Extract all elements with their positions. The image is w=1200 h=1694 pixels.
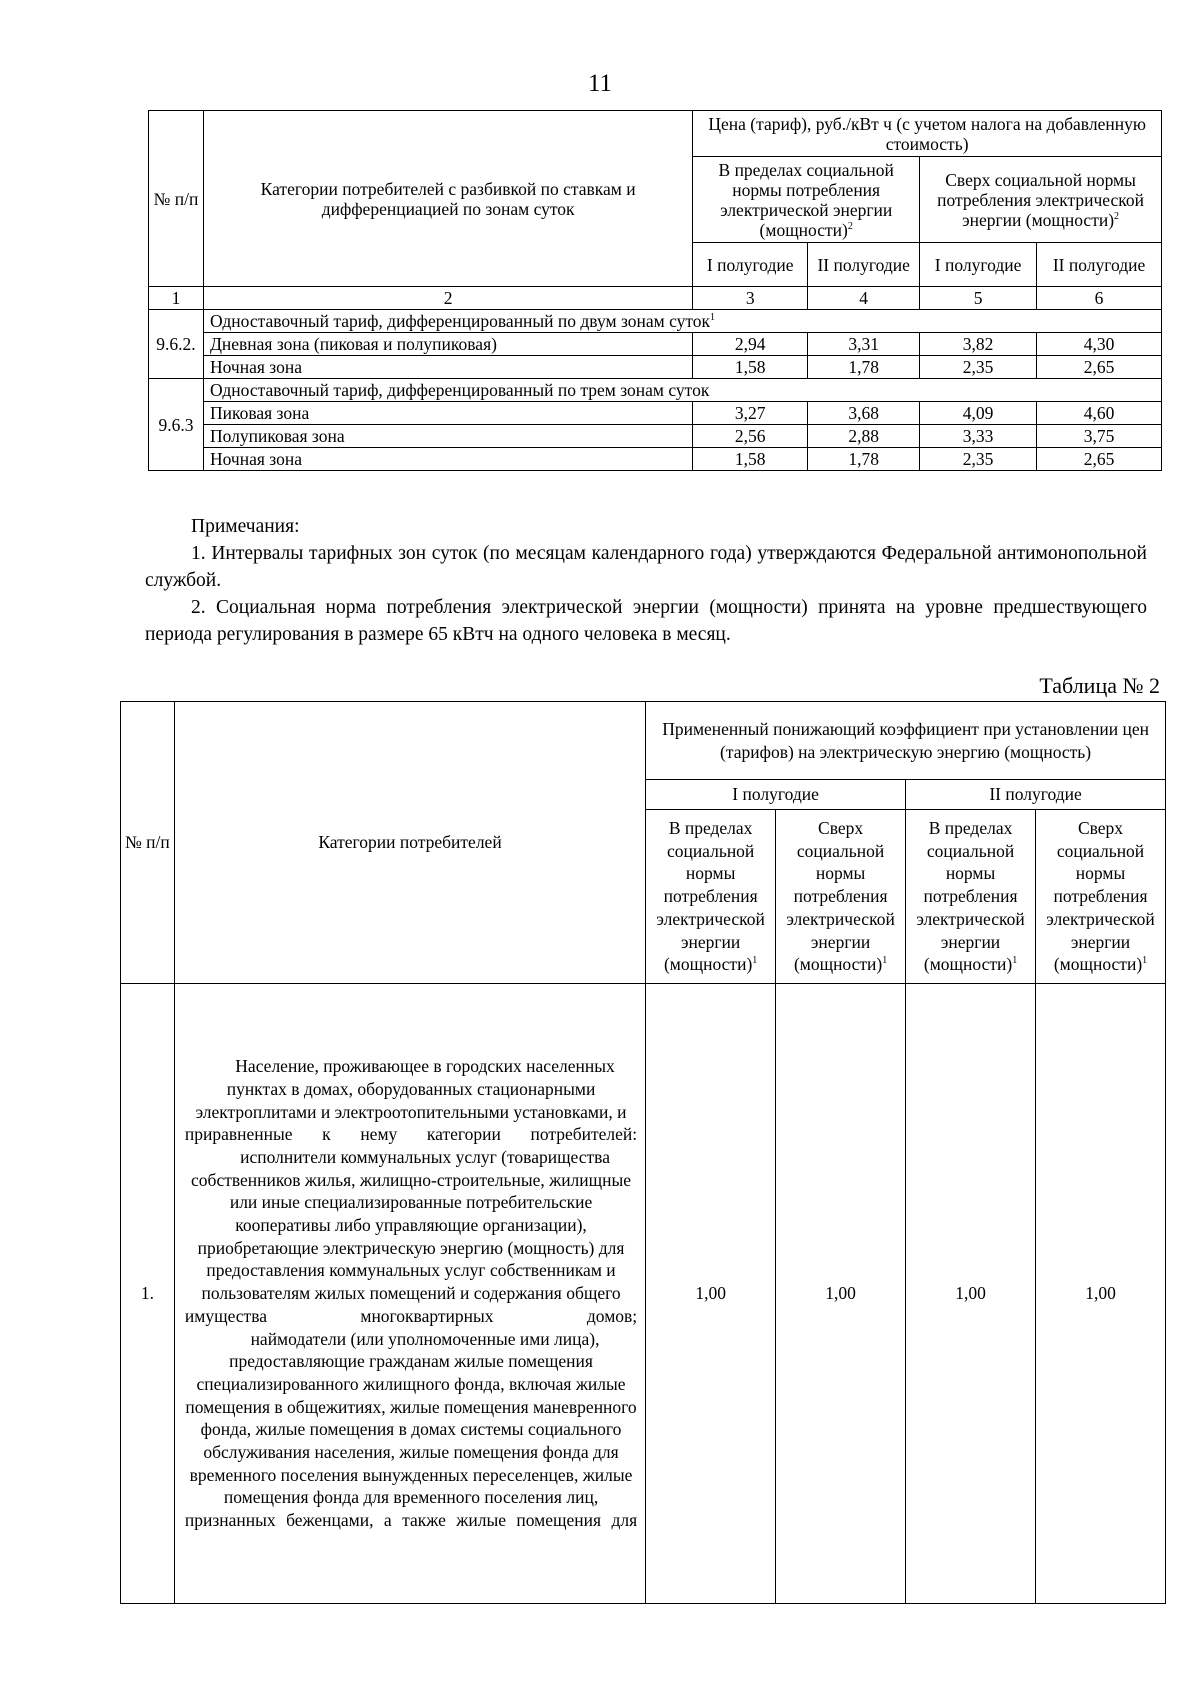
- price-cell: 3,82: [920, 333, 1037, 356]
- price-cell: 4,30: [1037, 333, 1162, 356]
- header-coefficient: Примененный понижающий коэффициент при установлении цен (тарифов) на электрическую энергию (мощность): [646, 702, 1166, 780]
- price-cell: 4,60: [1037, 402, 1162, 425]
- header-half1: I полугодие: [920, 243, 1037, 287]
- header-num: № п/п: [121, 702, 175, 984]
- price-cell: 2,35: [920, 356, 1037, 379]
- price-cell: 2,65: [1037, 356, 1162, 379]
- header-half2: II полугодие: [1037, 243, 1162, 287]
- header-price: Цена (тариф), руб./кВт ч (с учетом налога на добавленную стоимость): [693, 111, 1162, 157]
- coefficient-table: [120, 701, 1166, 1604]
- zone-name: Дневная зона (пиковая и полупиковая): [203, 333, 692, 356]
- category-paragraph: наймодатели (или уполномоченные ими лица), предоставляющие гражданам жилые помещения специализированного жилищного фонда, включая жилые помещения в общежитиях, жилые помещения маневренного фонда, жилые помещения в домах системы социального обслуживания населения, жилые помещения фонда для временного поселения вынужденных переселенцев, жилые помещения фонда для временного поселения лиц, признанных беженцами, а также жилые помещения для: [184, 1328, 638, 1531]
- price-cell: 2,35: [920, 448, 1037, 471]
- col-number: 4: [808, 287, 920, 310]
- price-cell: 2,94: [693, 333, 808, 356]
- header-half2: II полугодие: [906, 780, 1166, 810]
- category-paragraph: Население, проживающее в городских населенных пунктах в домах, оборудованных стационарными электроплитами и электроотопительными установками, и приравненные к нему категории потребителей:: [184, 1056, 638, 1145]
- group-title: Одноставочный тариф, дифференцированный по двум зонам суток$^1$: [203, 310, 1161, 333]
- zone-name: Ночная зона: [203, 448, 692, 471]
- header-num: № п/п: [149, 111, 204, 287]
- notes: [145, 513, 1147, 648]
- price-cell: 3,27: [693, 402, 808, 425]
- zone-name: Полупиковая зона: [203, 425, 692, 448]
- price-cell: 1,58: [693, 356, 808, 379]
- header-above-norm: Сверх социальной нормы потребления электрической энергии (мощности)$^2$: [920, 157, 1162, 243]
- price-cell: 3,31: [808, 333, 920, 356]
- price-cell: 4,09: [920, 402, 1037, 425]
- category-description: [174, 984, 645, 1604]
- header-above-norm: Сверх социальной нормы потребления электрической энергии (мощности)$^1$: [1036, 810, 1166, 984]
- price-cell: 2,56: [693, 425, 808, 448]
- coefficient-cell: 1,00: [906, 984, 1036, 1604]
- price-cell: 3,75: [1037, 425, 1162, 448]
- header-category: Категории потребителей: [174, 702, 645, 984]
- table-caption: Таблица № 2: [1039, 673, 1160, 698]
- header-half1: I полугодие: [646, 780, 906, 810]
- price-cell: 2,65: [1037, 448, 1162, 471]
- tariff-table: [148, 110, 1162, 471]
- note-2: 2. Социальная норма потребления электрической энергии (мощности) принята на уровне предшествующего периода регулирования в размере 65 кВтч на одного человека в месяц.: [145, 597, 1147, 645]
- row-number: 9.6.3: [149, 379, 204, 471]
- header-category: Категории потребителей с разбивкой по ставкам и дифференциацией по зонам суток: [203, 111, 692, 287]
- header-half1: I полугодие: [693, 243, 808, 287]
- header-half2: II полугодие: [808, 243, 920, 287]
- header-within-norm: В пределах социальной нормы потребления электрической энергии (мощности)$^2$: [693, 157, 920, 243]
- price-cell: 3,33: [920, 425, 1037, 448]
- row-number: 9.6.2.: [149, 310, 204, 379]
- price-cell: 3,68: [808, 402, 920, 425]
- price-cell: 1,78: [808, 356, 920, 379]
- group-title: Одноставочный тариф, дифференцированный по трем зонам суток: [203, 379, 1161, 402]
- row-number: 1.: [121, 984, 175, 1604]
- zone-name: Пиковая зона: [203, 402, 692, 425]
- header-above-norm: Сверх социальной нормы потребления электрической энергии (мощности)$^1$: [776, 810, 906, 984]
- coefficient-cell: 1,00: [646, 984, 776, 1604]
- header-within-norm: В пределах социальной нормы потребления электрической энергии (мощности)$^1$: [646, 810, 776, 984]
- col-number: 5: [920, 287, 1037, 310]
- col-number: 6: [1037, 287, 1162, 310]
- page-number: 11: [587, 70, 613, 97]
- price-cell: 1,78: [808, 448, 920, 471]
- coefficient-cell: 1,00: [776, 984, 906, 1604]
- category-paragraph: исполнители коммунальных услуг (товарищества собственников жилья, жилищно-строительные, жилищные или иные специализированные потребительские кооперативы либо управляющие организации), приобретающие электрическую энергию (мощность) для предоставления коммунальных услуг собственникам и пользователям жилых помещений и содержания общего имущества многоквартирных домов;: [184, 1146, 638, 1326]
- col-number: 3: [693, 287, 808, 310]
- notes-heading: Примечания:: [191, 516, 300, 537]
- col-number: 1: [149, 287, 204, 310]
- zone-name: Ночная зона: [203, 356, 692, 379]
- col-number: 2: [203, 287, 692, 310]
- price-cell: 1,58: [693, 448, 808, 471]
- header-within-norm: В пределах социальной нормы потребления электрической энергии (мощности)$^1$: [906, 810, 1036, 984]
- note-1: 1. Интервалы тарифных зон суток (по месяцам календарного года) утверждаются Федеральной антимонопольной службой.: [145, 543, 1147, 591]
- price-cell: 2,88: [808, 425, 920, 448]
- coefficient-cell: 1,00: [1036, 984, 1166, 1604]
